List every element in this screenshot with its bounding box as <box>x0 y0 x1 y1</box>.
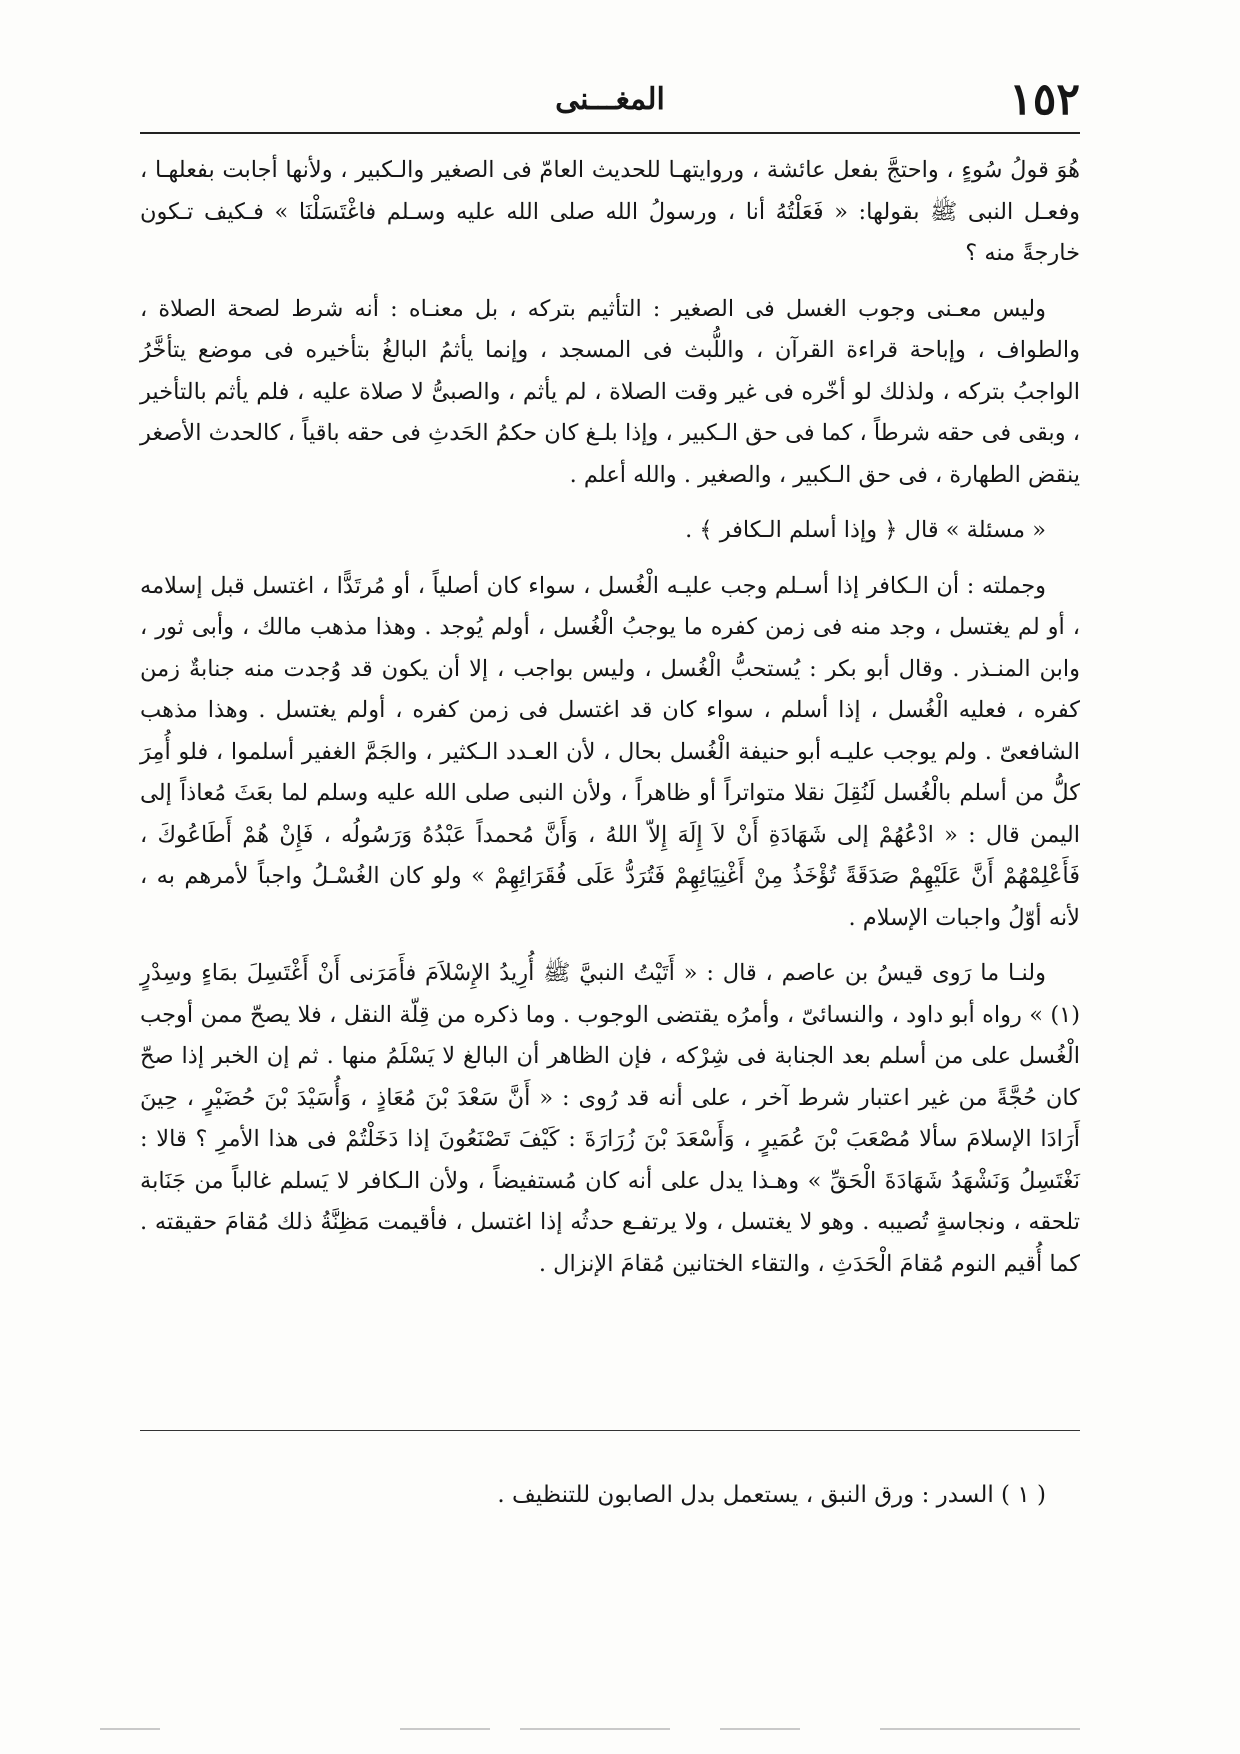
scan-mark <box>880 1728 1080 1730</box>
main-text <box>140 150 1080 1285</box>
masala-heading: « مسئلة » قال ﴿ وإذا أسلم الـكافر ﴾ . <box>685 517 1046 543</box>
paragraph-2: وليس معـنى وجوب الغسل فى الصغير : التأثيم بتركه ، بل معنـاه : أنه شرط لصحة الصلاة ، والطواف ، وإباحة قراءة القرآن ، واللُّبث فى المسجد ، وإنما يأثمُ البالغُ بتأخيره فى موضع يتأخَّرُ الواجبُ بتركه ، ولذلك لو أخّره فى غير وقت الصلاة ، لم يأثم ، والصبىُّ لا صلاة عليه ، فلم يأثم بالتأخير ، وبقى فى حقه شرطاً ، كما فى حق الـكبير ، وإذا بلـغ كان حكمُ الحَدثِ فى حقه باقياً ، كالحدث الأصغر ينقض الطهارة ، فى حق الـكبير ، والصغير . والله أعلم . <box>140 295 1080 488</box>
scan-mark <box>720 1728 800 1730</box>
scan-mark <box>400 1728 490 1730</box>
footnote-rule <box>140 1430 1080 1431</box>
footnote: ( ١ ) السدر : ورق النبق ، يستعمل بدل الصابون للتنظيف . <box>497 1482 1046 1508</box>
paragraph-1: هُوَ قولُ سُوءٍ ، واحتجَّ بفعل عائشة ، وروايتهـا للحديث العامّ فى الصغير والـكبير ، ولأنها أجابت بفعلهـا ، وفعـل النبى ﷺ بقولها: « فَعَلْتُهُ أنا ، ورسولُ الله صلى الله عليه وسـلم فاغْتَسَلْنَا » فـكيف تـكون خارجةً منه ؟ <box>140 157 1080 266</box>
paragraph-4: ولنـا ما رَوى قيسُ بن عاصم ، قال : « أَتَيْتُ النبيَّ ﷺ أُرِيدُ الإِسْلاَمَ فأَمَرَنى أَنْ أَغْتَسِلَ بمَاءٍ وسِدْرٍ (١) » رواه أبو داود ، والنسائىّ ، وأمرُه يقتضى الوجوب . وما ذكره من قِلّة النقل ، فلا يصحّ ممن أوجب الْغُسل على من أسلم بعد الجنابة فى شِرْكه ، فإن الظاهر أن البالغ لا يَسْلَمُ منها . ثم إن الخبر إذا صحّ كان حُجَّةً من غير اعتبار شرط آخر ، على أنه قد رُوى : « أَنَّ سَعْدَ بْنَ مُعَاذٍ ، وَأُسَيْدَ بْنَ حُضَيْرٍ ، حِينَ أَرَادَا الإسلامَ سألا مُصْعَبَ بْنَ عُمَيرٍ ، وَأَسْعَدَ بْنَ زُرَارَةَ : كَيْفَ تَصْنَعُونَ إذا دَخَلْتُمْ فى هذا الأمرِ ؟ قالا : نَغْتَسِلُ وَنَشْهَدُ شَهَادَةَ الْحَقِّ » وهـذا يدل على أنه كان مُستفيضاً ، ولأن الـكافر لا يَسلم غالباً من جَنَابة تلحقه ، ونجاسةٍ تُصيبه . وهو لا يغتسل ، ولا يرتفـع حدثُه إذا اغتسل ، فأقيمت مَظِنَّةُ ذلك مُقامَ حقيقته . كما أُقيم النوم مُقامَ الْحَدَثِ ، والتقاء الختانين مُقامَ الإنزال . <box>140 960 1080 1277</box>
page-header <box>140 70 1080 130</box>
scan-mark <box>520 1728 670 1730</box>
scan-artifacts <box>100 1728 1140 1732</box>
page-number: ١٥٢ <box>1009 74 1080 125</box>
scan-mark <box>100 1728 160 1730</box>
header-rule <box>140 132 1080 134</box>
paragraph-3: وجملته : أن الـكافر إذا أسـلم وجب عليـه الْغُسل ، سواء كان أصلياً ، أو مُرتَدًّا ، اغتسل قبل إسلامه ، أو لم يغتسل ، وجد منه فى زمن كفره ما يوجبُ الْغُسل ، أولم يُوجد . وهذا مذهب مالك ، وأبى ثور ، وابن المنـذر . وقال أبو بكر : يُستحبُّ الْغُسل ، وليس بواجب ، إلا أن يكون قد وُجدت منه جنابةٌ زمن كفره ، فعليه الْغُسل ، إذا أسلم ، سواء كان قد اغتسل فى زمن كفره ، أولم يغتسل . وهذا مذهب الشافعىّ . ولم يوجب عليـه أبو حنيفة الْغُسل بحال ، لأن العـدد الـكثير ، والجَمَّ الغفير أسلموا ، فلو أُمِرَ كلُّ من أسلم بالْغُسل لَنُقِلَ نقلا متواتراً أو ظاهراً ، ولأن النبى صلى الله عليه وسلم لما بعَثَ مُعاذاً إلى اليمن قال : « ادْعُهُمْ إلى شَهَادَةِ أَنْ لاَ إِلَهَ إِلاّ اللهُ ، وَأَنَّ مُحمداً عَبْدُهُ وَرَسُولُه ، فَإِنْ هُمْ أَطَاعُوكَ ، فَأَعْلِمْهُمْ أَنَّ عَلَيْهِمْ صَدَقَةً تُؤْخَذُ مِنْ أَغْنِيَائِهِمْ فَتُرَدُّ عَلَى فُقَرَائِهِمْ » ولو كان الغُسْـلُ واجباً لأمرهم به ، لأنه أوّلُ واجبات الإسلام . <box>140 572 1080 931</box>
running-title: المغـــنى <box>555 82 665 117</box>
